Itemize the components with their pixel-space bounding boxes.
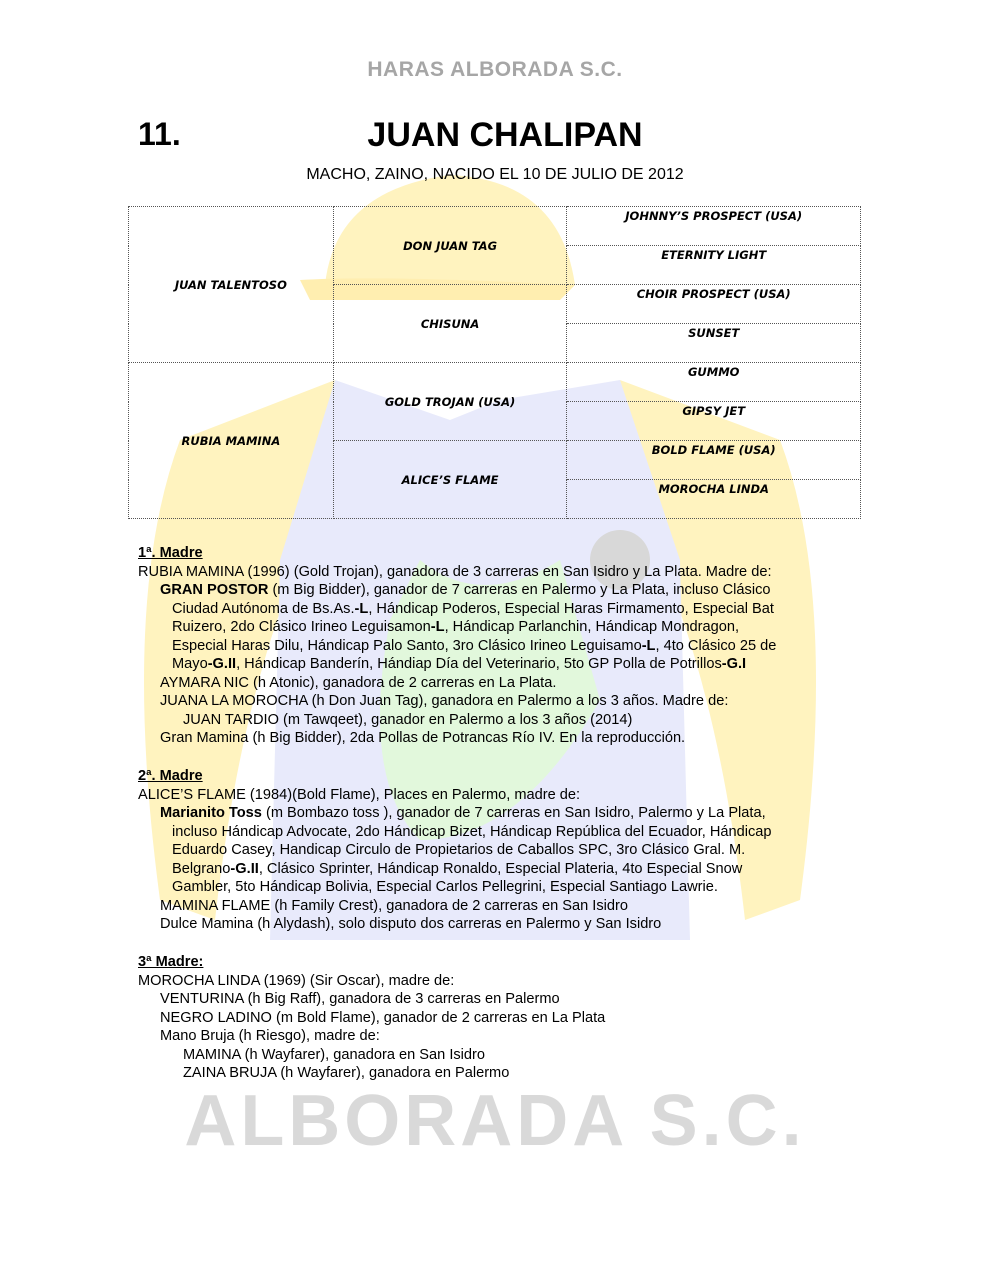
pedigree-dam-dam: ALICE’S FLAME [333, 441, 567, 519]
pedigree-dam-sire-sire: GUMMO [567, 363, 861, 402]
gran-postor-entry: GRAN POSTOR (m Big Bidder), ganador de 7 carreras en Palermo y La Plata, incluso Clásico Ciudad Autónoma de Bs.As.-L, Hándicap Poderos, Especial Haras Firmamento, Especial Bat Ruizero, 2do Clásico Irineo Leguisamon-L, Hándicap Parlanchin, Hándicap Mondragon, Especial Haras Dilu, Hándicap Palo Santo, 3ro Clásico Irineo Leguisamo-L, 4to Clásico 25 de Mayo-G.II, Hándicap Banderín, Hándiap Día del Veterinario, 5to GP Polla de Potrillos-G.I [160, 582, 777, 672]
mamina-flame-entry: MAMINA FLAME (h Family Crest), ganadora de 2 carreras en San Isidro [160, 897, 628, 914]
second-dam-section [138, 767, 858, 934]
mano-bruja-entry: Mano Bruja (h Riesgo), madre de: [160, 1028, 380, 1044]
juan-tardio-entry: JUAN TARDIO (m Tawqeet), ganador en Palermo a los 3 años (2014) [183, 711, 633, 728]
second-dam-intro: ALICE’S FLAME (1984)(Bold Flame), Places en Palermo, madre de: [138, 786, 581, 803]
pedigree-sire-dam-dam: SUNSET [567, 324, 861, 363]
juana-entry: JUANA LA MOROCHA (h Don Juan Tag), ganadora en Palermo a los 3 años. Madre de: [160, 693, 729, 709]
horse-name: JUAN CHALIPAN [367, 116, 643, 154]
pedigree-sire: JUAN TALENTOSO [129, 207, 334, 363]
pedigree-sire-sire-sire: JOHNNY’S PROSPECT (USA) [567, 207, 861, 246]
pedigree-table [128, 206, 861, 519]
pedigree-sire-sire-dam: ETERNITY LIGHT [567, 246, 861, 285]
footer-logo: ALBORADA S.C. [184, 1081, 806, 1161]
dulce-mamina-entry: Dulce Mamina (h Alydash), solo disputo dos carreras en Palermo y San Isidro [160, 916, 662, 932]
first-dam-title: 1ª. Madre [138, 545, 203, 561]
pedigree-dam-dam-dam: MOROCHA LINDA [567, 480, 861, 519]
third-dam-title: 3ª Madre: [138, 954, 204, 970]
lot-number: 11. [138, 116, 181, 152]
second-dam-title: 2ª. Madre [138, 768, 203, 784]
pedigree-dam: RUBIA MAMINA [129, 363, 334, 519]
gran-mamina-entry: Gran Mamina (h Big Bidder), 2da Pollas de Potrancas Río IV. En la reproducción. [160, 730, 686, 746]
aymara-entry: AYMARA NIC (h Atonic), ganadora de 2 carreras en La Plata. [160, 674, 557, 691]
third-dam-intro: MOROCHA LINDA (1969) (Sir Oscar), madre de: [138, 972, 455, 989]
header-title: HARAS ALBORADA S.C. [367, 58, 623, 81]
mamina-entry: MAMINA (h Wayfarer), ganadora en San Isidro [183, 1046, 486, 1063]
first-dam-intro: RUBIA MAMINA (1996) (Gold Trojan), ganadora de 3 carreras en San Isidro y La Plata. Madre de: [138, 563, 772, 580]
third-dam-section [138, 953, 858, 1083]
pedigree-dam-sire: GOLD TROJAN (USA) [333, 363, 567, 441]
marianito-toss-entry: Marianito Toss (m Bombazo toss ), ganador de 7 carreras en San Isidro, Palermo y La Plata, incluso Hándicap Advocate, 2do Hándicap Bizet, Hándicap República del Ecuador, Hándicap Eduardo Casey, Handicap Circulo de Propietarios de Caballos SPC, 3ro Clásico Gral. M. Belgrano-G.II, Clásico Sprinter, Hándicap Ronaldo, Especial Plateria, 4to Especial Snow Gambler, 5to Hándicap Bolivia, Especial Carlos Pellegrini, Especial Santiago Lawrie. [160, 805, 772, 895]
pedigree-dam-dam-sire: BOLD FLAME (USA) [567, 441, 861, 480]
pedigree-sire-dam: CHISUNA [333, 285, 567, 363]
pedigree-sire-dam-sire: CHOIR PROSPECT (USA) [567, 285, 861, 324]
first-dam-section [138, 544, 858, 748]
pedigree-sire-sire: DON JUAN TAG [333, 207, 567, 285]
pedigree-dam-sire-dam: GIPSY JET [567, 402, 861, 441]
zaina-bruja-entry: ZAINA BRUJA (h Wayfarer), ganadora en Palermo [183, 1065, 510, 1081]
venturina-entry: VENTURINA (h Big Raff), ganadora de 3 carreras en Palermo [160, 991, 560, 1007]
horse-description: MACHO, ZAINO, NACIDO EL 10 DE JULIO DE 2012 [306, 166, 684, 183]
negro-ladino-entry: NEGRO LADINO (m Bold Flame), ganador de 2 carreras en La Plata [160, 1009, 606, 1026]
